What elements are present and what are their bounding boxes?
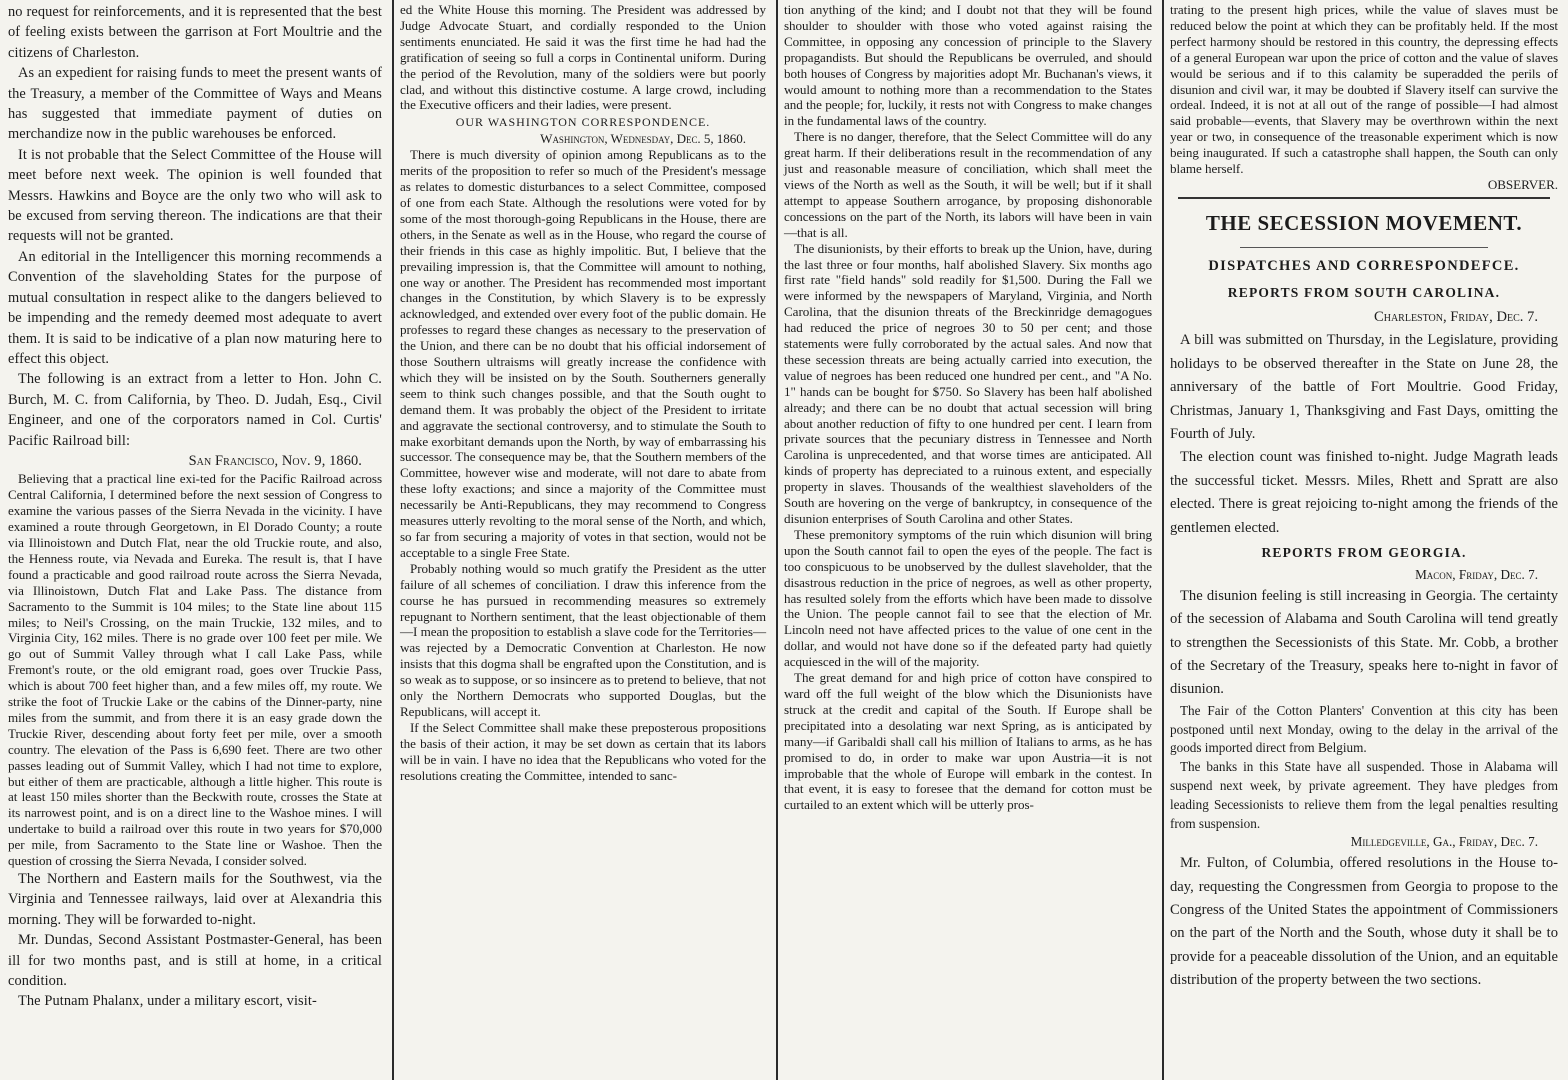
paragraph: The Fair of the Cotton Planters' Convention at this city has been postponed until next Monday, owing to the delay in the arrival of the goods imported direct from Belgium. bbox=[1170, 702, 1558, 756]
paragraph: Mr. Fulton, of Columbia, offered resolutions in the House to-day, requesting the Congressmen from Georgia to propose to the Congress of the United States the appointment of Commissioners on the part of the North and the South, whose duty it shall be to provide for a peaceable dissolution of the Union, and an equitable distribution of the property between the two sections. bbox=[1170, 855, 1558, 989]
subheadline: DISPATCHES AND CORRESPONDEFCE. bbox=[1208, 257, 1520, 274]
paragraph: trating to the present high prices, while the value of slaves must be reduced below the point at which they can be profitably held. If the most perfect harmony should be restored in this country, the depressing effects of a general European war upon the price of cotton and the value of slaves would be serious and if to this calamity be superadded the perils of disunion and civil war, it may be doubted if Slavery itself can survive the ordeal. Indeed, it is not at all out of the range of possible—I had almost said probable—events, that Slavery may be overthrown within the next year or two, in consequence of the treasonable experiment which is now being inaugurated. If such a catastrophe shall happen, the South can only blame herself. bbox=[1170, 2, 1558, 177]
paragraph: Mr. Dundas, Second Assistant Postmaster-General, has been ill for two months past, and is still at home, in a critical condition. bbox=[8, 932, 382, 990]
dateline: Charleston, Friday, Dec. 7. bbox=[1373, 308, 1538, 325]
section-heading: REPORTS FROM SOUTH CAROLINA. bbox=[1227, 284, 1501, 300]
paragraph: If the Select Committee shall make these preposterous propositions the basis of their action, it may be set down as certain that its labors will be in vain. I have no idea that the Republicans who voted for the resolutions creating the Committee, intended to sanc- bbox=[400, 719, 766, 783]
paragraph: The disunionists, by their efforts to break up the Union, have, during the last three or four months, half abolished Slavery. Six months ago first rate "field hands" sold readily for $1,500. During the Fall we were informed by the newspapers of Maryland, Virginia, and North Carolina, that the disunion threats of the Breckinridge demagogues had reduced the price of negroes 30 to 50 per cent; and those statements were fully corroborated by the actual sales. And now that these secession threats are being actually carried into execution, the value of negroes has been reduced one hundred per cent., and "A No. 1" hands can be bought for $750. So Slavery has been half abolished already; and there can be no doubt that actual secession will bring about another reduction of fifty to one hundred per cent. I learn from private sources that the pecuniary distress in Tennessee and North Carolina is unprecedented, and that worse times are anticipated. All kinds of property has depreciated to a ruinous extent, and especially property in slaves. Thousands of the wealthiest slaveholders of the South are hovering on the verge of bankruptcy, in consequence of the disunion enterprises of South Carolina and other States. bbox=[784, 240, 1152, 526]
paragraph: The great demand for and high price of cotton have conspired to ward off the full weight of the blow which the Disunionists have struck at the credit and capital of the South. If Europe shall be precipitated into a desolating war next Spring, as is anticipated by many—if Garibaldi shall call his million of Italians to arms, as he has promised to do, in order to make war upon Austria—it is not improbable that the whole of Europe will embark in the contest. In that event, it is easy to foresee that the demand for cotton must be curtailed to an extent which will be utterly pros- bbox=[784, 670, 1152, 813]
signature: OBSERVER. bbox=[1487, 176, 1558, 192]
paragraph: A bill was submitted on Thursday, in the Legislature, providing holidays to be observed thereafter in the State on June 28, the anniversary of the battle of Fort Moultrie. Good Friday, Christmas, January 1, Thanksgiving and Fast Days, omitting the Fourth of July. bbox=[1170, 332, 1558, 442]
column-4 bbox=[1162, 0, 1568, 1080]
divider bbox=[1240, 247, 1488, 248]
column-1 bbox=[0, 0, 392, 1080]
dateline: Washington, Wednesday, Dec. 5, 1860. bbox=[540, 131, 746, 147]
column-3 bbox=[776, 0, 1162, 1080]
section-subhead: OUR WASHINGTON CORRESPONDENCE. bbox=[455, 115, 711, 130]
paragraph: The disunion feeling is still increasing in Georgia. The certainty of the secession of Alabama and South Carolina will tend greatly to strengthen the Secessionists of this State. Mr. Cobb, a brother of the Secretary of the Treasury, speaks here to-night in favor of disunion. bbox=[1170, 587, 1558, 698]
paragraph: An editorial in the Intelligencer this morning recommends a Convention of the slaveholding States for the purpose of mutual consultation in respect alike to the dangers believed to be impending and the remedy deemed most adequate to avert them. It is said to be indicative of a plan now maturing here to effect this object. bbox=[8, 248, 382, 367]
section-heading: REPORTS FROM GEORGIA. bbox=[1261, 544, 1467, 560]
paragraph: There is no danger, therefore, that the Select Committee will do any great harm. If their deliberations result in the recommendation of any just and reasonable measure of conciliation, which shall meet the views of the North as well as the South, it will be well; but if it shall attempt to appease Southern arrogance, by proposing dishonorable concessions on the part of the North, its labors will have been in vain—that is all. bbox=[784, 129, 1152, 240]
letter-text: Believing that a practical line exi-ted for the Pacific Railroad across Central California, I determined before the next session of Congress to examine the various passes of the Sierra Nevada in the vicinity. I have examined a route through Georgetown, in El Dorado County; a route via Illinoistown and Dutch Flat, near the old Truckie route, and also, the Henness route, via Nevada and Eureka. The result is, that I have found a practicable and good railroad route across the Sierra Nevada, via Illinoistown, Dutch Flat and Lake Pass. The distance from Sacramento to the Summit is 104 miles; to the State line about 115 miles; to Neil's Crossing, on the main Truckie, 132 miles, and to Virginia City, 162 miles. There is no grade over 100 feet per mile. We go out of Summit Valley through what I call Lake Pass, while Fremont's route, or the old emigrant road, goes over Truckie Pass, which is about 700 feet higher than, and a few miles off, my route. We strike the foot of Truckie Lake or the cabins of the Dinner-party, nine miles from the summit, and from there it is an easy grade down the Truckie River, descending about forty feet per mile, over a smooth country. The elevation of the Pass is 6,690 feet. There are two other passes leading out of Summit Valley, which I had not time to explore, but either of them are practicable, although a little higher. This route is at least 150 miles shorter than the Beckwith route, crosses the State at its narrowest point, and is on a direct line to the Washoe mines. I will undertake to build a railroad over this route in two years for $70,000 per mile, from Sacramento to the State line or Washoe. Then the question of crossing the Sierra Nevada, I consider solved. bbox=[8, 471, 382, 869]
divider bbox=[1178, 197, 1550, 199]
paragraph: There is much diversity of opinion among Republicans as to the merits of the proposition to refer so much of the President's message as relates to domestic disturbances to a select Committee, composed of one from each State. Although the resolutions were voted for by some of the most thorough-going Republicans in the House, there are others, in the Senate as well as in the House, who regard the course of their friends in this case as highly impolitic. But, I believe that the prevailing impression is, that the Committee will amount to nothing, one way or another. The President has recommended most important changes in the Constitution, by which Slavery is to be expressly acknowledged, and extended over every foot of the public domain. He professes to regard these changes as necessary to the preservation of the Union, and there can be no doubt that his official indorsement of those Southern ultraisms will greatly increase the confidence with which they will be insisted on by the South. Southerners generally seem to think such changes possible, and that the South ought to demand them. It was probably the object of the President to irritate and aggravate the sectional controversy, and to stimulate the South to make exorbitant demands upon the North, by way of embarrassing his successor. The consequence may be, that the Southern members of the Committee, however wise and moderate, will not dare to abate from these lofty exactions; and since a majority of the Committee must necessarily be Anti-Republicans, they may recommend to Congress measures utterly revolting to the moral sense of the North, and which, so far from securing a majority of votes in that section, would not be acceptable to a single Free State. bbox=[400, 147, 766, 560]
column-2 bbox=[392, 0, 776, 1080]
paragraph: no request for reinforcements, and it is represented that the best of feeling exists between the garrison at Fort Moultrie and the citizens of Charleston. bbox=[8, 4, 382, 61]
paragraph: The election count was finished to-night. Judge Magrath leads the successful ticket. Messrs. Miles, Rhett and Spratt are also elected. There is great rejoicing to-night among the friends of the gentlemen elected. bbox=[1170, 449, 1558, 536]
paragraph: As an expedient for raising funds to meet the present wants of the Treasury, a member of the Committee of Ways and Means has suggested that immediate payment of duties on merchandize now in the public warehouses be enforced. bbox=[8, 65, 382, 143]
headline: THE SECESSION MOVEMENT. bbox=[1205, 210, 1523, 235]
paragraph: The following is an extract from a letter to Hon. John C. Burch, M. C. from California, by Theo. D. Judah, Esq., Civil Engineer, and one of the corporators named in Col. Curtis' Pacific Railroad bill: bbox=[8, 371, 382, 449]
paragraph: Probably nothing would so much gratify the President as the utter failure of all schemes of conciliation. I draw this inference from the course he has pursued in recommending measures so extremely repugnant to Northern sentiment, that the least objectionable of them—I mean the proposition to establish a slave code for the Territories—was rejected by a Democratic Convention at Charleston. He now insists that this dogma shall be engrafted upon the Constitution, and is so weak as to suppose, or so insincere as to pretend to believe, that not only the Northern Democrats who supported Douglas, but the Republicans, will accept it. bbox=[400, 560, 766, 719]
paragraph: The Northern and Eastern mails for the Southwest, via the Virginia and Tennessee railways, laid over at Alexandria this morning. They will be forwarded to-night. bbox=[8, 871, 382, 928]
paragraph: The Putnam Phalanx, under a military escort, visit- bbox=[18, 993, 317, 1010]
paragraph: tion anything of the kind; and I doubt not that they will be found shoulder to shoulder with those who voted against raising the Committee, in opposing any concession of principle to the Slavery propagandists. But should the Republicans be overruled, and should both houses of Congress by majorities adopt Mr. Buchanan's views, it would amount to nothing more than a recommendation to the States and the people; for, luckily, it rests not with Congress to make changes in the fundamental laws of the country. bbox=[784, 2, 1152, 129]
paragraph: The banks in this State have all suspended. Those in Alabama will suspend next week, by private agreement. They have pledges from leading Secessionists to relieve them from the legal penalties resulting from suspension. bbox=[1170, 759, 1558, 831]
paragraph: These premonitory symptoms of the ruin which disunion will bring upon the South cannot fail to open the eyes of the people. The fact is too conspicuous to be unobserved by the dullest slaveholder, that the disastrous reduction in the price of negroes, as well as other property, has resulted solely from the efforts which have been made to dissolve the Union. The people cannot fail to see that the election of Mr. Lincoln need not have affected prices to the value of one cent in the dollar, and would not have done so if the defeated party had quietly acquiesced in the will of the majority. bbox=[784, 526, 1152, 670]
paragraph: It is not probable that the Select Committee of the House will meet before next week. The opinion is well founded that Messrs. Hawkins and Boyce are the only two who will ask to be excused from serving thereon. The indications are that their requests will not be granted. bbox=[8, 146, 382, 245]
dateline: Milledgeville, Ga., Friday, Dec. 7. bbox=[1350, 834, 1538, 850]
paragraph: ed the White House this morning. The President was addressed by Judge Advocate Stuart, and cordially responded to the Union sentiments enunciated. He said it was the first time he had had the gratification of seeing so full a corps in Continental uniform. During the period of the Revolution, many of the soldiers were but poorly clad, and without this distinctive costume. A large crowd, including the Executive officers and their ladies, were present. bbox=[400, 2, 766, 113]
dateline: Macon, Friday, Dec. 7. bbox=[1415, 566, 1538, 582]
dateline: San Francisco, Nov. 9, 1860. bbox=[188, 452, 362, 469]
